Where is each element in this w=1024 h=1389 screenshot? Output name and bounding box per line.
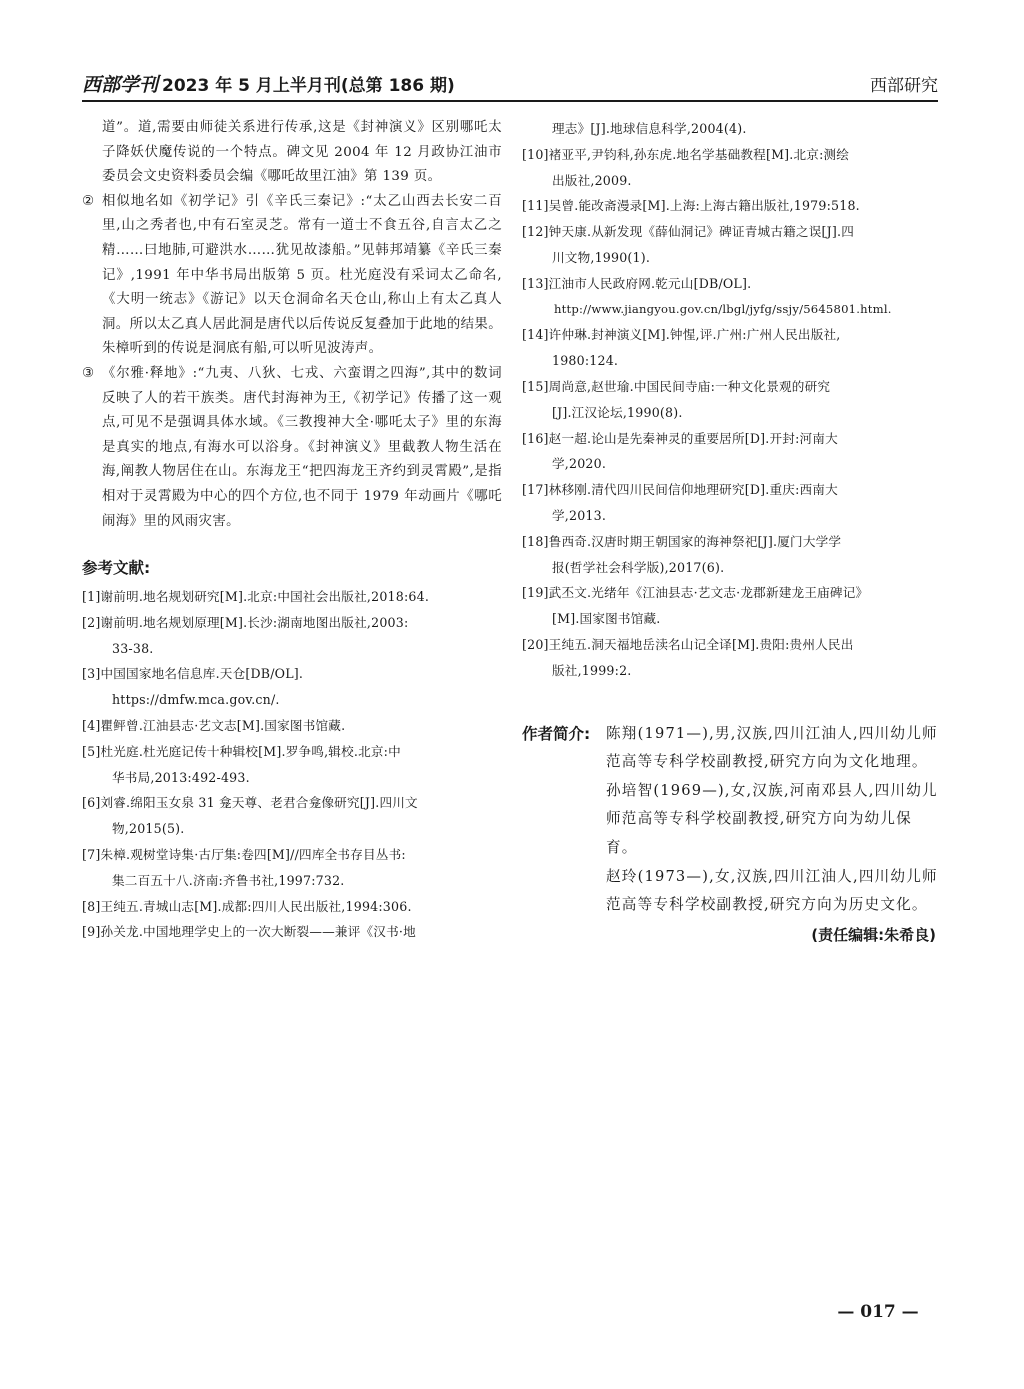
reference-7-cont: 集二百五十八.济南:齐鲁书社,1997:732.	[112, 872, 345, 888]
reference-3: [3]中国国家地名信息库.天仓[DB/OL].	[82, 666, 304, 682]
reference-17-cont: 学,2013.	[552, 507, 607, 523]
note-2	[82, 190, 502, 362]
reference-10: [10]褚亚平,尹钧科,孙东虎.地名学基础教程[M].北京:测绘	[522, 146, 850, 162]
reference-1: [1]谢前明.地名规划研究[M].北京:中国社会出版社,2018:64.	[82, 589, 430, 605]
reference-18: [18]鲁西奇.汉唐时期王朝国家的海神祭祀[J].厦门大学学	[522, 533, 842, 549]
reference-2-cont: 33-38.	[112, 640, 154, 656]
journal-logo: 西部学刊	[82, 73, 159, 96]
reference-17: [17]林移刚.清代四川民间信仰地理研究[D].重庆:西南大	[522, 482, 838, 498]
author-label: 作者简介:	[522, 724, 591, 743]
author-body	[606, 720, 940, 920]
reference-13-url: http://www.jiangyou.gov.cn/lbgl/jyfg/ssjy/5645801.html.	[554, 301, 892, 316]
reference-20: [20]王纯五.洞天福地岳渎名山记全译[M].贵阳:贵州人民出	[522, 636, 854, 652]
reference-14-cont: 1980:124.	[552, 353, 619, 369]
references-title: 参考文献:	[82, 559, 151, 578]
reference-6: [6]刘睿.绵阳玉女泉 31 龛天尊、老君合龛像研究[J].四川文	[82, 795, 418, 811]
reference-4: [4]瞿鲆曾.江油县志·艺文志[M].国家图书馆藏.	[82, 718, 346, 734]
page-header	[82, 66, 938, 102]
reference-11: [11]吴曾.能改斋漫录[M].上海:上海古籍出版社,1979:518.	[522, 198, 860, 214]
reference-15-cont: [J].江汉论坛,1990(8).	[552, 404, 683, 420]
author-3: 赵玲(1973—),女,汉族,四川江油人,四川幼儿师范高等专科学校副教授,研究方向为历史文化。	[606, 867, 938, 914]
right-column	[522, 116, 940, 945]
note-2-number: ②	[82, 193, 95, 209]
author-2: 孙培智(1969—),女,汉族,河南邓县人,四川幼儿师范高等专科学校副教授,研究方向为幼儿保育。	[606, 781, 938, 856]
author-bio	[522, 720, 940, 920]
reference-6-cont: 物,2015(5).	[112, 821, 185, 837]
reference-16: [16]赵一超.论山是先秦神灵的重要居所[D].开封:河南大	[522, 430, 838, 446]
reference-5: [5]杜光庭.杜光庭记传十种辑校[M].罗争鸣,辑校.北京:中	[82, 743, 401, 759]
author-1: 陈翔(1971—),男,汉族,四川江油人,四川幼儿师范高等专科学校副教授,研究方向为文化地理。	[606, 724, 938, 771]
reference-3-url: https://dmfw.mca.gov.cn/.	[112, 692, 280, 708]
reference-12-cont: 川文物,1990(1).	[552, 249, 651, 265]
reference-15: [15]周尚意,赵世瑜.中国民间寺庙:一种文化景观的研究	[522, 378, 831, 394]
left-column	[82, 116, 502, 945]
page-number: — 017 —	[837, 1302, 919, 1322]
reference-14: [14]许仲琳.封神演义[M].钟惺,评.广州:广州人民出版社,	[522, 327, 841, 343]
note-3-number: ③	[82, 365, 95, 381]
reference-8: [8]王纯五.青城山志[M].成都:四川人民出版社,1994:306.	[82, 898, 412, 914]
note-3-text: 《尔雅·释地》:“九夷、八狄、七戎、六蛮谓之四海”,其中的数词反映了人的若干族类。唐代封海神为王,《初学记》传播了这一观点,可见不是强调具体水域。《三教搜神大全·哪吒太子》里的东海是真实的地点,有海水可以浴身。《封神演义》里截教人物生活在海,阐教人物居住在山。东海龙王“把四海龙王齐约到灵霄殿”,是指相对于灵霄殿为中心的四个方位,也不同于 1979 年动画片《哪吒闹海》里的风雨灾害。	[102, 365, 502, 529]
reference-16-cont: 学,2020.	[552, 456, 607, 472]
note-3	[82, 362, 502, 534]
note-2-text: 相似地名如《初学记》引《辛氏三秦记》:“太乙山西去长安二百里,山之秀者也,中有石室灵芝。常有一道士不食五谷,自言太乙之精……曰地肺,可避洪水……犹见故漆船。”见韩邦靖纂《辛氏三秦记》,1991 年中华书局出版第 5 页。杜光庭没有采词太乙命名,《大明一统志》《游记》以天仓洞命名天仓山,称山上有太乙真人洞。所以太乙真人居此洞是唐代以后传说反复叠加于此地的结果。朱樟听到的传说是洞底有船,可以听见波涛声。	[102, 193, 502, 357]
header-left	[82, 70, 455, 97]
reference-10-cont: 出版社,2009.	[552, 172, 632, 188]
note-1-continued: 道”。道,需要由师徒关系进行传承,这是《封神演义》区别哪吒太子降妖伏魔传说的一个特点。碑文见 2004 年 12 月政协江油市委员会文史资料委员会编《哪吒故里江油》第 139 页。	[102, 120, 502, 185]
reference-19-cont: [M].国家图书馆藏.	[552, 611, 661, 627]
reference-19: [19]武丕文.光绪年《江油县志·艺文志·龙郡新建龙王庙碑记》	[522, 585, 869, 601]
section-name: 西部研究	[870, 75, 938, 96]
reference-5-cont: 华书局,2013:492-493.	[112, 769, 250, 785]
reference-13: [13]江油市人民政府网.乾元山[DB/OL].	[522, 275, 752, 291]
reference-12: [12]钟天康.从新发现《薛仙洞记》碑证青城古籍之误[J].四	[522, 224, 854, 240]
reference-7: [7]朱樟.观树堂诗集·古厅集:卷四[M]//四库全书存目丛书:	[82, 847, 406, 863]
reference-2: [2]谢前明.地名规划原理[M].长沙:湖南地图出版社,2003:	[82, 614, 409, 630]
reference-18-cont: 报(哲学社会科学版),2017(6).	[552, 559, 725, 575]
reference-9-cont: 理志》[J].地球信息科学,2004(4).	[552, 121, 747, 136]
reference-20-cont: 版社,1999:2.	[552, 662, 632, 678]
issue-info: 2023 年 5 月上半月刊(总第 186 期)	[162, 75, 455, 96]
responsible-editor: (责任编辑:朱希良)	[811, 925, 936, 944]
reference-9: [9]孙关龙.中国地理学史上的一次大断裂——兼评《汉书·地	[82, 924, 416, 940]
